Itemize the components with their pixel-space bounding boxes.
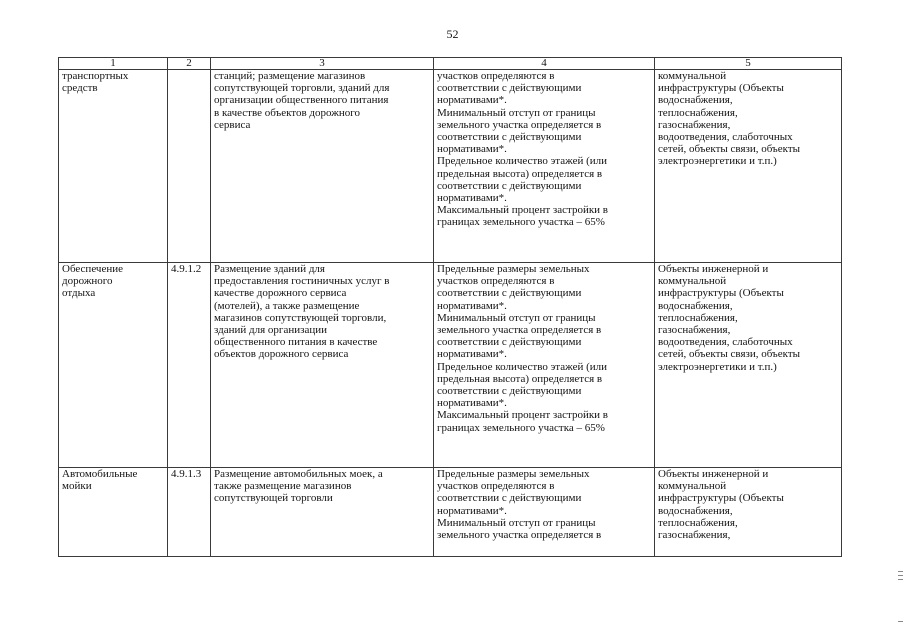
row-code-cell: 4.9.1.2 <box>168 263 211 468</box>
cell-text-line: соответствии с действующими <box>437 82 582 95</box>
cell-text-line: теплоснабжения, <box>658 311 738 324</box>
cell-text-line: нормативами*. <box>437 94 507 107</box>
row-parameters-cell <box>434 468 655 557</box>
cell-text-line: сетей, объекты связи, объекты <box>658 143 801 156</box>
cell-text-line: теплоснабжения, <box>658 106 738 119</box>
cell-text-line: нормативами*. <box>437 348 507 361</box>
cell-text-line: теплоснабжения, <box>658 516 738 529</box>
cell-text-line: транспортных <box>62 70 129 82</box>
margin-mark <box>898 621 903 622</box>
table-header-row <box>59 58 842 70</box>
cell-text-line: станций; размещение магазинов <box>214 70 366 82</box>
row-description-cell <box>211 468 434 557</box>
cell-text-line: сервиса <box>214 118 251 131</box>
cell-text-line: также размещение магазинов <box>214 480 352 493</box>
cell-text-line: земельного участка определяется в <box>437 324 602 337</box>
cell-text-line: средств <box>62 82 98 95</box>
cell-text-line: электроэнергетики и т.п.) <box>658 360 777 373</box>
table-row <box>59 70 842 263</box>
cell-text-line: Минимальный отступ от границы <box>437 516 596 529</box>
cell-text-line: газоснабжения, <box>658 324 731 337</box>
cell-text-line: Предельное количество этажей (или <box>437 360 608 373</box>
cell-text-line: нормативами*. <box>437 299 507 312</box>
cell-text-line: соответствии с действующими <box>437 492 582 505</box>
cell-text-line: водоснабжения, <box>658 299 733 312</box>
cell-text-line: коммунальной <box>658 70 727 82</box>
cell-text-line: сетей, объекты связи, объекты <box>658 348 801 361</box>
cell-text-line: газоснабжения, <box>658 118 731 131</box>
cell-text-line: Минимальный отступ от границы <box>437 106 596 119</box>
cell-text-line: границах земельного участка – 65% <box>437 421 605 434</box>
cell-text-line: мойки <box>62 480 92 493</box>
cell-text-line: соответствии с действующими <box>437 131 582 144</box>
cell-text-line: инфраструктуры (Объекты <box>658 82 784 95</box>
cell-text-line: нормативами*. <box>437 504 507 517</box>
cell-text-line: Максимальный процент застройки в <box>437 409 608 422</box>
cell-text-line: соответствии с действующими <box>437 179 582 192</box>
cell-text-line: Обеспечение <box>62 263 123 275</box>
table-row <box>59 263 842 468</box>
row-description-cell <box>211 263 434 468</box>
cell-text-line: соответствии с действующими <box>437 336 582 349</box>
table-row <box>59 468 842 557</box>
cell-text-line: соответствии с действующими <box>437 287 582 300</box>
cell-text-line: предельная высота) определяется в <box>437 372 603 385</box>
cell-text-line: предоставления гостиничных услуг в <box>214 275 390 288</box>
column-header: 1 <box>59 58 168 70</box>
cell-text-line: Автомобильные <box>62 468 138 480</box>
page-number: 52 <box>446 27 459 41</box>
cell-text-line: организации общественного питания <box>214 94 389 107</box>
cell-text-line: инфраструктуры (Объекты <box>658 287 784 300</box>
cell-text-line: качестве дорожного сервиса <box>214 287 347 300</box>
row-infrastructure-cell <box>655 70 842 263</box>
cell-text-line: границах земельного участка – 65% <box>437 216 605 229</box>
cell-text-line: Минимальный отступ от границы <box>437 311 596 324</box>
cell-text-line: Предельное количество этажей (или <box>437 155 608 168</box>
land-use-table <box>58 57 842 557</box>
row-code-cell: 4.9.1.3 <box>168 468 211 557</box>
cell-text-line: водоснабжения, <box>658 504 733 517</box>
cell-text-line: участков определяются в <box>437 275 555 288</box>
row-infrastructure-cell <box>655 468 842 557</box>
cell-text-line: дорожного <box>62 275 113 288</box>
cell-text-line: нормативами*. <box>437 192 507 205</box>
cell-text-line: коммунальной <box>658 480 727 493</box>
cell-text-line: земельного участка определяется в <box>437 529 602 542</box>
margin-mark <box>898 575 903 576</box>
cell-text-line: в качестве объектов дорожного <box>214 106 360 119</box>
cell-text-line: нормативами*. <box>437 397 507 410</box>
column-header: 2 <box>168 58 211 70</box>
cell-text-line: Предельные размеры земельных <box>437 263 590 275</box>
cell-text-line: отдыха <box>62 287 96 300</box>
column-header: 4 <box>434 58 655 70</box>
cell-text-line: нормативами*. <box>437 143 507 156</box>
column-header: 5 <box>655 58 842 70</box>
cell-text-line: водоотведения, слаботочных <box>658 131 793 144</box>
row-code-cell <box>168 70 211 263</box>
cell-text-line: магазинов сопутствующей торговли, <box>214 311 387 324</box>
cell-text-line: предельная высота) определяется в <box>437 167 603 180</box>
cell-text-line: участков определяются в <box>437 70 555 82</box>
row-parameters-cell <box>434 263 655 468</box>
cell-text-line: водоснабжения, <box>658 94 733 107</box>
cell-text-line: инфраструктуры (Объекты <box>658 492 784 505</box>
cell-text-line: Размещение зданий для <box>214 263 325 275</box>
cell-text-line: Предельные размеры земельных <box>437 468 590 480</box>
cell-text-line: сопутствующей торговли, зданий для <box>214 82 390 95</box>
margin-mark <box>898 579 903 580</box>
cell-text-line: электроэнергетики и т.п.) <box>658 155 777 168</box>
cell-text-line: Объекты инженерной и <box>658 468 769 480</box>
cell-text-line: (мотелей), а также размещение <box>214 299 360 312</box>
cell-text-line: коммунальной <box>658 275 727 288</box>
row-name-cell <box>59 263 168 468</box>
cell-text-line: объектов дорожного сервиса <box>214 348 349 361</box>
cell-text-line: Максимальный процент застройки в <box>437 204 608 217</box>
cell-text-line: зданий для организации <box>214 324 327 337</box>
cell-text-line: Объекты инженерной и <box>658 263 769 275</box>
row-description-cell <box>211 70 434 263</box>
row-name-cell <box>59 468 168 557</box>
row-parameters-cell <box>434 70 655 263</box>
row-infrastructure-cell <box>655 263 842 468</box>
column-header: 3 <box>211 58 434 70</box>
cell-text-line: земельного участка определяется в <box>437 118 602 131</box>
row-name-cell <box>59 70 168 263</box>
cell-text-line: газоснабжения, <box>658 529 731 542</box>
cell-text-line: участков определяются в <box>437 480 555 493</box>
margin-mark <box>898 571 903 572</box>
cell-text-line: соответствии с действующими <box>437 385 582 398</box>
cell-text-line: Размещение автомобильных моек, а <box>214 468 383 480</box>
cell-text-line: водоотведения, слаботочных <box>658 336 793 349</box>
cell-text-line: общественного питания в качестве <box>214 336 378 349</box>
cell-text-line: сопутствующей торговли <box>214 492 333 505</box>
